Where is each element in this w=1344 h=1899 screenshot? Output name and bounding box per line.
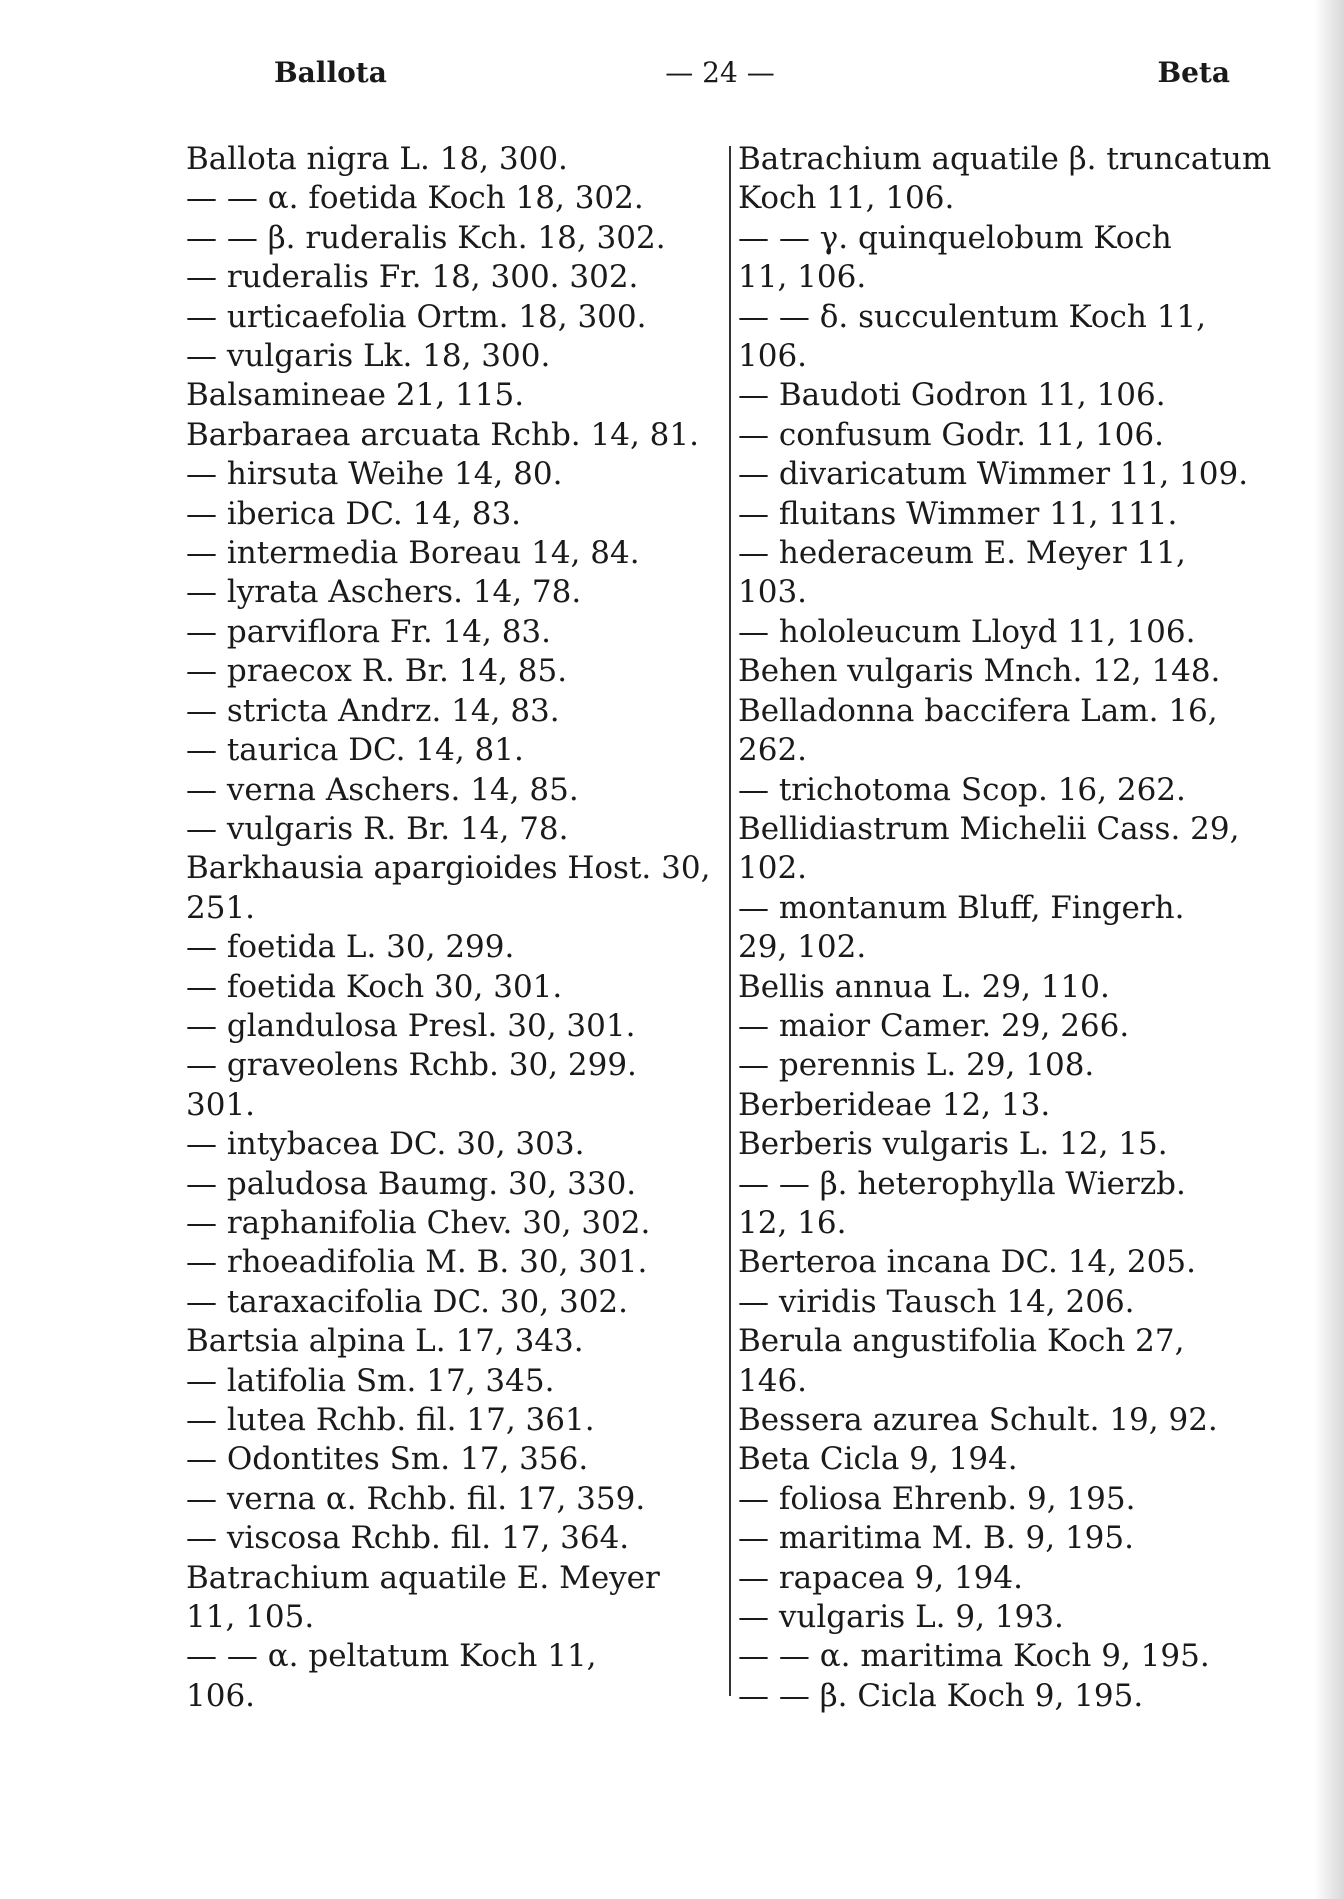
index-entry-line: — raphanifolia Chev. 30, 302. <box>186 1204 651 1241</box>
index-entry <box>186 140 726 179</box>
index-entry <box>186 258 726 297</box>
index-entry-line: — — α. foetida Koch 18, 302. <box>186 180 644 217</box>
index-entry <box>186 1322 726 1361</box>
index-entry <box>186 731 726 770</box>
index-entry-continuation: 11, 106. <box>738 259 867 296</box>
index-entry-continuation: 106. <box>738 338 808 375</box>
index-entry <box>738 376 1298 415</box>
index-entry-line: — paludosa Baumg. 30, 330. <box>186 1165 637 1202</box>
index-entry-line: Balsamineae 21, 115. <box>186 377 525 414</box>
index-entry-continuation: 12, 16. <box>738 1204 847 1241</box>
index-entry <box>186 1165 726 1204</box>
index-entry <box>186 298 726 337</box>
index-entry-line: Behen vulgaris Mnch. 12, 148. <box>738 653 1221 690</box>
index-entry-line: — graveolens Rchb. 30, 299. <box>186 1047 637 1084</box>
index-entry <box>186 1519 726 1558</box>
index-entry-line: — hederaceum E. Meyer 11, <box>738 535 1186 572</box>
index-entry-line: — vulgaris Lk. 18, 300. <box>186 338 551 375</box>
index-entry-line: — vulgaris R. Br. 14, 78. <box>186 810 569 847</box>
index-entry <box>186 455 726 494</box>
index-entry <box>738 692 1298 771</box>
index-entry-line: Barkhausia apargioides Host. 30, <box>186 850 711 887</box>
index-entry <box>186 337 726 376</box>
index-entry <box>186 376 726 415</box>
index-entry-continuation: 262. <box>738 732 808 769</box>
index-entry <box>186 1362 726 1401</box>
index-entry-line: — ruderalis Fr. 18, 300. 302. <box>186 259 639 296</box>
index-column-right <box>738 140 1298 1716</box>
index-entry-line: — trichotoma Scop. 16, 262. <box>738 771 1186 808</box>
index-entry <box>738 416 1298 455</box>
index-entry <box>186 771 726 810</box>
index-entry <box>186 179 726 218</box>
index-entry-line: Bartsia alpina L. 17, 343. <box>186 1323 584 1360</box>
index-entry <box>186 1283 726 1322</box>
index-entry-line: — parviflora Fr. 14, 83. <box>186 613 552 650</box>
index-entry-line: — maior Camer. 29, 266. <box>738 1007 1130 1044</box>
index-entry-line: Belladonna baccifera Lam. 16, <box>738 692 1218 729</box>
index-entry <box>738 455 1298 494</box>
index-entry-line: Bellis annua L. 29, 110. <box>738 968 1110 1005</box>
index-entry-line: Bessera azurea Schult. 19, 92. <box>738 1402 1218 1438</box>
index-entry <box>186 1480 726 1519</box>
index-entry-line: — — α. maritima Koch 9, 195. <box>738 1638 1210 1675</box>
index-entry-line: — — δ. succulentum Koch 11, <box>738 298 1207 335</box>
index-entry <box>738 1322 1298 1401</box>
index-entry <box>738 1598 1298 1637</box>
index-entry-line: Beta Cicla 9, 194. <box>738 1441 1018 1478</box>
index-entry <box>738 1007 1298 1046</box>
index-entry <box>738 1243 1298 1282</box>
index-entry <box>738 1637 1298 1676</box>
header-right-term: Beta <box>1157 56 1230 89</box>
page-number: — 24 — <box>665 56 775 89</box>
index-entry <box>738 771 1298 810</box>
index-entry-line: — urticaefolia Ortm. 18, 300. <box>186 298 647 335</box>
index-entry <box>738 1559 1298 1598</box>
index-entry-line: — rhoeadifolia M. B. 30, 301. <box>186 1244 648 1281</box>
index-entry <box>186 534 726 573</box>
index-entry-continuation: 106. <box>186 1677 256 1714</box>
index-entry-line: Berteroa incana DC. 14, 205. <box>738 1244 1196 1281</box>
index-entry-line: — viridis Tausch 14, 206. <box>738 1283 1135 1320</box>
index-entry <box>186 1440 726 1479</box>
index-entry-continuation: 29, 102. <box>738 929 867 966</box>
index-entry-line: — verna Aschers. 14, 85. <box>186 771 579 808</box>
index-entry-line: — montanum Bluff, Fingerh. <box>738 889 1185 926</box>
index-entry <box>738 1519 1298 1558</box>
index-entry-line: — lyrata Aschers. 14, 78. <box>186 574 582 611</box>
index-entry <box>738 1165 1298 1244</box>
index-entry-line: — foetida Koch 30, 301. <box>186 968 563 1005</box>
index-entry-line: Batrachium aquatile β. truncatum <box>738 141 1272 177</box>
index-entry <box>186 968 726 1007</box>
index-entry-line: — intybacea DC. 30, 303. <box>186 1126 585 1163</box>
index-entry-continuation: 103. <box>738 574 808 611</box>
index-entry-line: — foliosa Ehrenb. 9, 195. <box>738 1480 1136 1517</box>
index-entry-line: — hirsuta Weihe 14, 80. <box>186 456 563 493</box>
index-entry-line: — divaricatum Wimmer 11, 109. <box>738 456 1249 493</box>
index-entry-line: — confusum Godr. 11, 106. <box>738 416 1164 453</box>
index-entry-line: Berberis vulgaris L. 12, 15. <box>738 1126 1168 1163</box>
index-entry-line: — Odontites Sm. 17, 356. <box>186 1441 589 1478</box>
index-entry-line: — maritima M. B. 9, 195. <box>738 1520 1134 1557</box>
index-entry-continuation: 146. <box>738 1362 808 1399</box>
index-entry <box>186 1559 726 1638</box>
running-header <box>270 56 1230 96</box>
index-entry <box>738 534 1298 613</box>
page-edge-shadow <box>1314 0 1344 1899</box>
index-entry <box>186 1007 726 1046</box>
index-entry <box>186 928 726 967</box>
index-entry-line: — verna α. Rchb. fil. 17, 359. <box>186 1480 646 1517</box>
index-entry <box>186 573 726 612</box>
index-entry-line: — viscosa Rchb. fil. 17, 364. <box>186 1520 630 1557</box>
index-entry-line: — rapacea 9, 194. <box>738 1559 1023 1596</box>
index-entry-line: — iberica DC. 14, 83. <box>186 495 522 532</box>
index-entry <box>738 810 1298 889</box>
index-entry-line: — lutea Rchb. fil. 17, 361. <box>186 1402 595 1438</box>
index-entry-line: — — β. Cicla Koch 9, 195. <box>738 1677 1144 1714</box>
index-entry-line: — fluitans Wimmer 11, 111. <box>738 495 1178 532</box>
index-column-left <box>186 140 726 1716</box>
index-entry <box>186 1046 726 1125</box>
index-entry-line: — taurica DC. 14, 81. <box>186 732 524 769</box>
index-entry <box>186 495 726 534</box>
index-entry-continuation: 251. <box>186 889 256 926</box>
index-entry <box>186 613 726 652</box>
index-entry <box>738 1480 1298 1519</box>
index-entry-line: — glandulosa Presl. 30, 301. <box>186 1007 636 1044</box>
index-entry-line: — foetida L. 30, 299. <box>186 929 515 966</box>
index-entry <box>738 140 1298 219</box>
index-entry-line: — vulgaris L. 9, 193. <box>738 1599 1064 1636</box>
index-entry <box>738 889 1298 968</box>
index-entry <box>186 810 726 849</box>
index-entry-line: — — γ. quinquelobum Koch <box>738 219 1172 256</box>
index-entry-line: — latifolia Sm. 17, 345. <box>186 1362 555 1399</box>
index-entry <box>738 1046 1298 1085</box>
index-entry <box>738 968 1298 1007</box>
index-entry-line: — praecox R. Br. 14, 85. <box>186 653 568 690</box>
header-left-term: Ballota <box>274 56 387 89</box>
index-entry <box>186 1401 726 1440</box>
index-entry <box>738 1283 1298 1322</box>
index-entry <box>738 1677 1298 1716</box>
index-entry <box>186 652 726 691</box>
index-entry-line: — intermedia Boreau 14, 84. <box>186 535 640 572</box>
index-entry <box>738 298 1298 377</box>
index-entry-line: — — β. ruderalis Kch. 18, 302. <box>186 219 666 256</box>
index-entry-line: — — α. peltatum Koch 11, <box>186 1638 597 1675</box>
index-entry <box>738 1401 1298 1440</box>
index-entry <box>738 1086 1298 1125</box>
index-entry-continuation: 11, 105. <box>186 1599 315 1636</box>
index-entry-continuation: Koch 11, 106. <box>738 180 955 217</box>
index-entry-line: Batrachium aquatile E. Meyer <box>186 1559 660 1596</box>
index-entry <box>186 849 726 928</box>
index-entry <box>186 1204 726 1243</box>
index-entry <box>186 416 726 455</box>
index-entry <box>186 1125 726 1164</box>
index-entry-continuation: 301. <box>186 1086 256 1123</box>
index-entry-line: — taraxacifolia DC. 30, 302. <box>186 1283 628 1320</box>
index-entry-line: — — β. heterophylla Wierzb. <box>738 1165 1186 1202</box>
index-entry-line: — hololeucum Lloyd 11, 106. <box>738 613 1196 650</box>
index-entry-line: — stricta Andrz. 14, 83. <box>186 692 560 729</box>
index-entry <box>738 495 1298 534</box>
index-entry-line: Ballota nigra L. 18, 300. <box>186 141 568 177</box>
index-entry <box>738 652 1298 691</box>
index-entry-line: — Baudoti Godron 11, 106. <box>738 377 1166 414</box>
index-entry-line: — perennis L. 29, 108. <box>738 1047 1095 1084</box>
index-entry <box>738 1440 1298 1479</box>
index-entry-line: Berberideae 12, 13. <box>738 1086 1051 1123</box>
index-entry <box>186 692 726 731</box>
column-divider <box>729 146 731 1696</box>
index-entry-line: Barbaraea arcuata Rchb. 14, 81. <box>186 416 699 453</box>
index-entry <box>738 613 1298 652</box>
index-entry-line: Berula angustifolia Koch 27, <box>738 1323 1185 1360</box>
index-entry <box>186 219 726 258</box>
index-entry <box>738 219 1298 298</box>
index-entry-continuation: 102. <box>738 850 808 887</box>
index-entry-line: Bellidiastrum Michelii Cass. 29, <box>738 810 1240 847</box>
index-entry <box>186 1637 726 1716</box>
index-entry <box>186 1243 726 1282</box>
index-entry <box>738 1125 1298 1164</box>
